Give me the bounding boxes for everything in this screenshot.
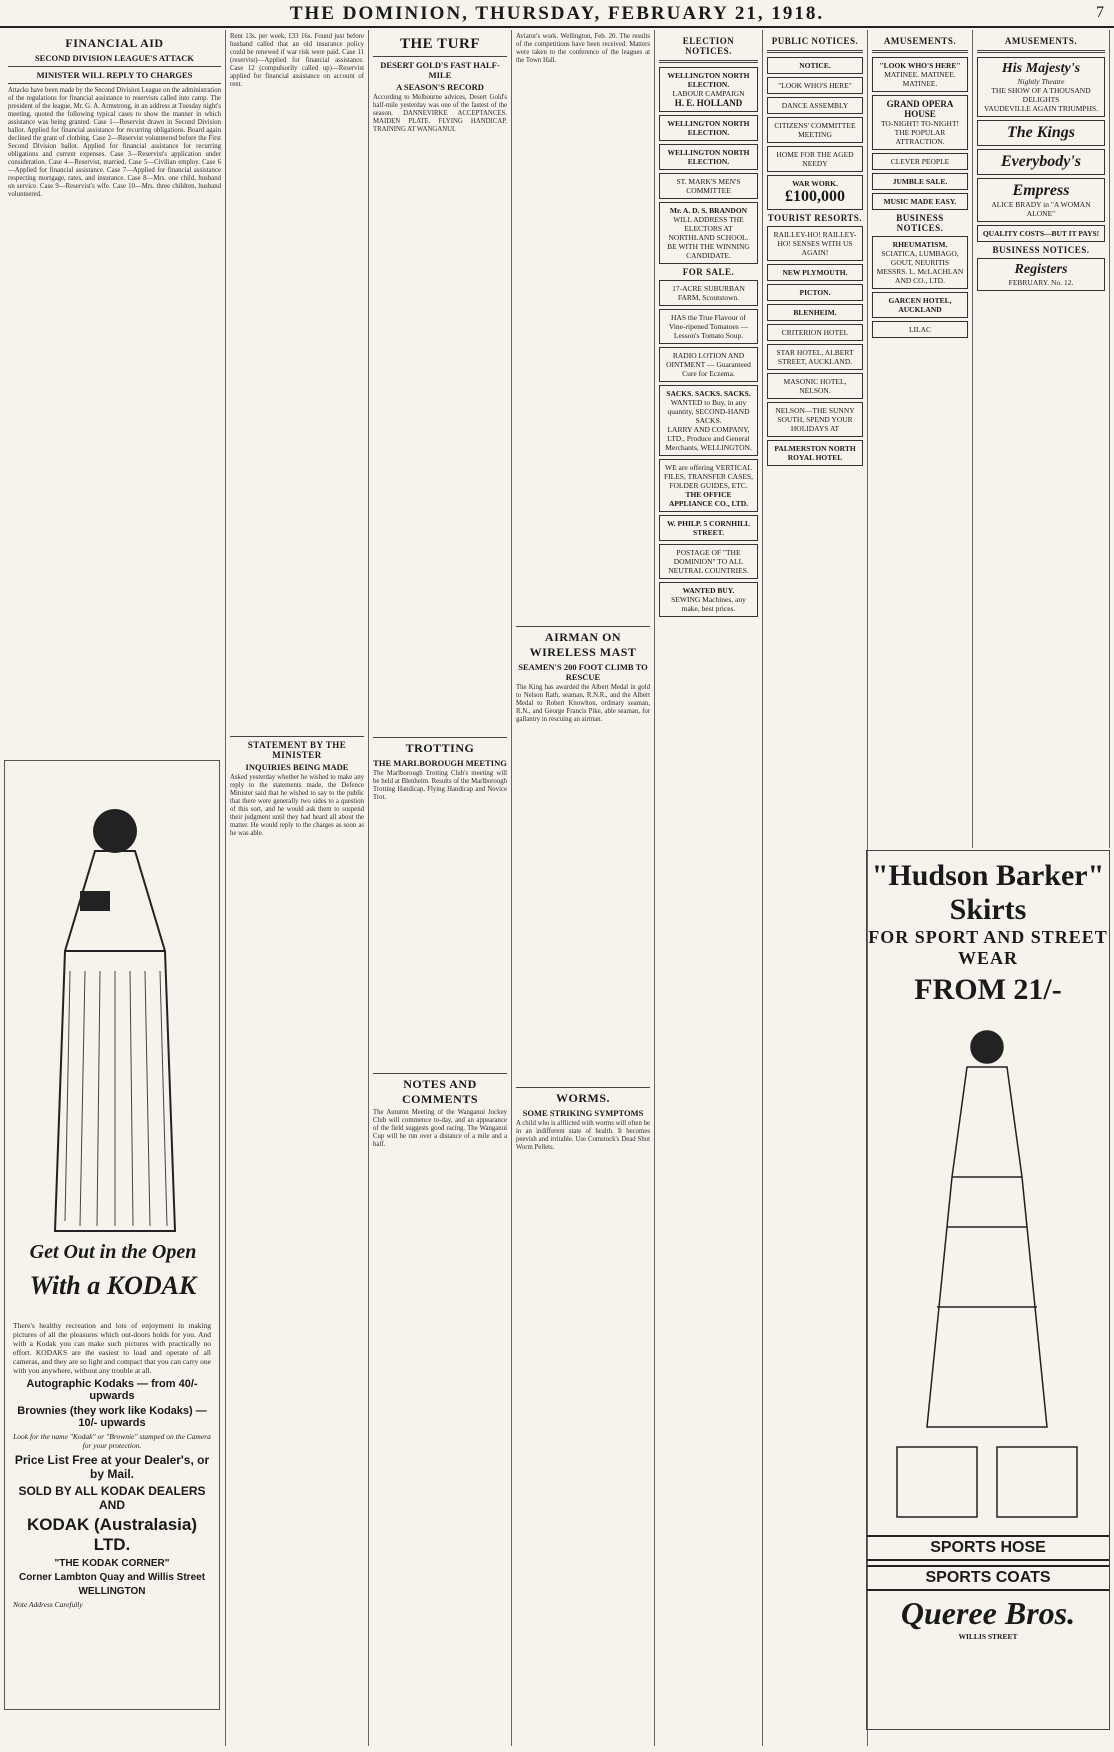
hudson-barker-advertisement [866,850,1110,1730]
business-heading-2: BUSINESS NOTICES. [992,245,1090,255]
garcen-hotel: GARCEN HOTEL, AUCKLAND [888,296,952,314]
sacks-wanted: WANTED to Buy, in any quantity, SECOND-HAND SACKS. [667,398,750,425]
majesty-title: His Majesty's [1001,61,1081,76]
home-notice: HOME FOR THE AGED NEEDY [776,150,854,168]
public-notices-heading: PUBLIC NOTICES. [771,36,859,46]
rheumatism: RHEUMATISM. [892,240,948,249]
notes-heading: NOTES AND COMMENTS [402,1077,478,1106]
page-number: 7 [1096,4,1104,21]
turf-heading: THE TURF [400,36,480,52]
masonic-notice: MASONIC HOTEL, NELSON. [783,377,847,395]
criterion-notice: CRITERION HOTEL [781,328,849,337]
mclachlan: MESSRS. L. McLACHLAN AND CO., LTD. [876,267,964,285]
turf-sub1: DESERT GOLD'S FAST HALF-MILE [380,60,500,80]
empress-title: Empress [1012,182,1070,199]
worms-sub: SOME STRIKING SYMPTOMS [522,1108,644,1118]
trotting-body: The Marlborough Trotting Club's meeting will be held at Blenheim. Results of the Marlborough Trotting Handicap, Flying Handicap and Novice Trot. [373,770,507,801]
kodak-price-list: Price List Free at your Dealer's, or by Mail. [14,1453,210,1481]
queree-bros: Queree Bros. [900,1595,1076,1631]
war-work: WAR WORK. [792,179,838,188]
kodak-address: Corner Lambton Quay and Willis Street [18,1572,206,1583]
albert-notice: STAR HOTEL, ALBERT STREET, AUCKLAND. [776,348,854,366]
postage-notice: POSTAGE OF "THE DOMINION" TO ALL NEUTRAL COUNTRIES. [668,548,749,575]
kodak-sold-by: SOLD BY ALL KODAK DEALERS AND [18,1484,206,1512]
kodak-price-brownies: Brownies (they work like Kodaks) — 10/- upwards [17,1405,207,1429]
royal-hotel: ROYAL HOTEL [787,453,843,462]
railley-notice: RAILLEY-HO! RAILLEY-HO! SENSES WITH US AGAIN! [773,230,857,257]
philp-notice: W. PHILP. 5 CORNHILL STREET. [666,519,750,537]
turf-body: According to Melbourne advices, Desert Gold's half-mile yesterday was one of the fastest of the season. DANNEVIRKE ACCEPTANCES. MAIDEN PLATE. FLYING HANDICAP. TRAINING AT WANGANUI. [373,94,507,133]
kodak-price-autographic: Autographic Kodaks — from 40/- upwards [26,1378,198,1402]
turf-continued: Aviator's work. Wellington, Feb. 20. The results of the competitions have been received. Matters were taken to the conference of the leagues at the Town Hall. [516,33,650,64]
citizens-notice: CITIZENS' COMMITTEE MEETING [774,121,856,139]
kodak-company: KODAK (Australasia) LTD. [26,1515,198,1554]
woman-illustration-icon [25,771,195,1241]
alice-brady: ALICE BRADY in "A WOMAN ALONE" [991,200,1091,218]
airman-heading: AIRMAN ON WIRELESS MAST [529,630,637,659]
lost-notice: "LOOK WHO'S HERE" [778,81,852,90]
winning-line: BE WITH THE WINNING CANDIDATE. [667,242,750,260]
registers-date: FEBRUARY. No. 12. [1008,278,1074,287]
column-4 [512,30,655,1746]
brandon-notice: Mr. A. D. S. BRANDON [669,206,748,215]
financial-aid-sub2: MINISTER WILL REPLY TO CHARGES [36,70,193,80]
willis-street: WILLIS STREET [958,1632,1018,1641]
hudson-title: "Hudson Barker" Skirts [871,859,1105,926]
kodak-city: WELLINGTON [78,1586,146,1597]
worms-body: A child who is afflicted with worms will often be in an indifferent state of health. It becomes peevish and irritable. Use Comstock's Dead Shot Worm Pellets. [516,1120,650,1151]
jumble-sale: JUMBLE SALE. [892,177,948,186]
election-wn2: WELLINGTON NORTH ELECTION. [667,119,750,137]
amusements-heading-2: AMUSEMENTS. [1004,36,1078,46]
election-labour: LABOUR CAMPAIGN [672,89,745,98]
majesty-show: THE SHOW OF A THOUSAND DELIGHTS [991,86,1091,104]
brandon-sub: WILL ADDRESS THE ELECTORS AT NORTHLAND SCHOOL. [668,215,749,242]
masthead [0,0,1114,28]
matinee-line: MATINEE. MATINEE. MATINEE. [884,70,956,88]
column-2 [226,30,369,1746]
sports-coats: SPORTS COATS [867,1565,1109,1591]
trotting-heading: TROTTING [405,741,475,755]
airman-body: The King has awarded the Albert Medal in gold to Nelson Rath, seaman, R.N.R., and the Albert Medal to Robert Knowlton, ordinary seaman, R.N., and George Francis Pike, able seaman, for gallantry in rescuing an airman. [516,684,650,723]
sacks-line: SACKS. SACKS. SACKS. [666,389,751,398]
popular-line: THE POPULAR ATTRACTION. [894,128,946,146]
airman-sub: SEAMEN'S 200 FOOT CLIMB TO RESCUE [518,662,648,682]
election-heading: ELECTION NOTICES. [682,36,735,56]
kodak-copy: There's healthy recreation and lots of enjoyment in making pictures of all the pleasures which out-doors holds for you. And with a Kodak you can make such pictures with practically no effort. KODAKS are the easiest to load and operate of all cameras, and they are so light and compact that you can carry one with you anywhere, without any trouble at all. [13,1321,211,1375]
financial-aid-sub1: SECOND DIVISION LEAGUE'S ATTACK [34,53,195,63]
notes-body: The Autumn Meeting of the Wanganui Jockey Club will commence to-day, and an appearance of the field suggests good racing. The Wanganui Cup will be run over a distance of a mile and a half. [373,1109,507,1148]
kodak-note: Note Address Carefully [13,1600,83,1609]
sewing-machines: SEWING Machines, any make, best prices. [671,595,746,613]
sciatica: SCIATICA, LUMBAGO, GOUT, NEURITIS [881,249,959,267]
kodak-brand-line: With a KODAK [29,1271,197,1300]
election-wn3: WELLINGTON NORTH ELECTION. [667,148,750,166]
kodak-corner: "THE KODAK CORNER" [54,1558,170,1569]
notice-title: NOTICE. [799,61,831,70]
grand-opera: GRAND OPERA HOUSE [886,99,954,119]
business-heading-1: BUSINESS NOTICES. [896,213,944,233]
majesty-sub: Nightly Theatre [1017,77,1065,86]
clever-people: CLEVER PEOPLE [890,157,950,166]
plymouth-notice: NEW PLYMOUTH. [782,268,848,277]
tourist-heading: TOURIST RESORTS. [767,213,863,223]
stmarks-notice: ST. MARK'S MEN'S COMMITTEE [676,177,741,195]
turf-sub2: A SEASON'S RECORD [396,82,484,92]
election-wn1: WELLINGTON NORTH ELECTION. [667,71,750,89]
palmerston-notice: PALMERSTON NORTH [774,444,856,453]
financial-aid-body: Attacks have been made by the Second Division League on the administration of the regulations for financial assistance to reservists called into camp. The president of the league, Mr. G. A. Armstrong, in an address at Tuesday night's meeting, quoted the following typical cases to show the manner in which assistance was being granted. Case 1—Reservist drawn in Second Division ballot. Applied for financial assistance for recurring obligations. Board again declined the grant of clothing. Case 2—Reservist volunteered before the First Second Division ballot. Applied for financial assistance for recurring obligations and current expenses. Case 3—Reservist's application under consideration. Case 4—Reservist, married. Case 5—Civilian employ. Case 6—Applied for financial assistance. Case 7—Applied for financial assistance respecting mortgage, rates, and insurance. Case 8—Mrs. one child, husband on service. Case 9—Reservist's wife. Case 10—Mrs. three children, husband volunteered. [8,87,221,198]
registers-title: Registers [1014,262,1068,277]
for-sale-heading: FOR SALE. [682,267,735,277]
sports-hose: SPORTS HOSE [867,1535,1109,1561]
column-6 [763,30,868,1746]
lilac: LILAC [908,325,932,334]
column-5 [655,30,763,1746]
sale-lotion: RADIO LOTION AND OINTMENT — Guaranteed Cure for Eczema. [666,351,751,378]
vaudeville: VAUDEVILLE AGAIN TRIUMPHS. [983,104,1099,113]
trotting-sub: THE MARLBOROUGH MEETING [373,758,507,768]
worms-heading: WORMS. [556,1091,610,1105]
sale-soup: HAS the True Flavour of Vine-ripened Tomatoes — Lesson's Tomato Soup. [668,313,749,340]
kodak-headline: Get Out in the Open [29,1241,197,1263]
piano-quality: QUALITY COSTS—BUT IT PAYS! [982,229,1100,238]
look-title: "LOOK WHO'S HERE" [879,61,961,70]
war-amount: £100,000 [785,188,845,205]
hudson-sub: FOR SPORT AND STREET WEAR [868,927,1108,968]
dance-notice: DANCE ASSEMBLY [781,101,849,110]
tonight-line: TO-NIGHT! TO-NIGHT! [880,119,960,128]
financial-aid-continued: Rent 13s. per week, £33 16s. Found just before husband called that an old insurance policy could be renewed if war risk were paid. Case 11 (reservist)—Applied for financial assistance. Case 12 (compulsorily called up)—Reservist applied for financial assistance on account of rent. [230,33,364,88]
nelson-notice: NELSON—THE SUNNY SOUTH, SPEND YOUR HOLIDAYS AT [775,406,855,433]
music-made-easy: MUSIC MADE EASY. [883,197,957,206]
column-3 [369,30,512,1746]
everybodys-title: Everybody's [1001,153,1081,170]
kodak-look-note: Look for the name "Kodak" or "Brownie" stamped on the Camera for your protection. [13,1432,211,1450]
financial-aid-heading: FINANCIAL AID [65,36,164,50]
election-holland: H. E. HOLLAND [674,98,743,108]
kings-title: The Kings [1006,124,1075,141]
office-appliance: THE OFFICE APPLIANCE CO., LTD. [668,490,749,508]
newspaper-title: THE DOMINION, THURSDAY, FEBRUARY 21, 1918. [289,3,825,24]
larry-company: LARRY AND COMPANY, LTD., Produce and General Merchants, WELLINGTON. [665,425,752,452]
column-8 [973,30,1110,848]
minister-heading: STATEMENT BY THE MINISTER [247,740,347,760]
kodak-advertisement [4,760,220,1710]
minister-sub: INQUIRIES BEING MADE [245,762,349,772]
hudson-price: FROM 21/- [914,973,1062,1006]
wanted-buy: WANTED BUY. [682,586,735,595]
amusements-heading-1: AMUSEMENTS. [883,36,957,46]
blenheim-notice: BLENHEIM. [793,308,837,317]
picton-notice: PICTON. [799,288,831,297]
minister-body: Asked yesterday whether he wished to make any reply to the statements made, the Defence Minister said that he wished to say to the public that there were generally two sides to a question of this sort, and he would ask them to suspend their judgment until they had heard all about the matter. He would reply to the charges as soon as he was able. [230,774,364,837]
skirts-illustration-icon [867,1007,1107,1527]
column-7 [868,30,973,848]
sale-farm: 17-ACRE SUBURBAN FARM, Scoutstown. [672,284,745,302]
filing-offer: WE are offering VERTICAL FILES, TRANSFER CASES, FOLDER GUIDES, ETC. [663,463,754,490]
